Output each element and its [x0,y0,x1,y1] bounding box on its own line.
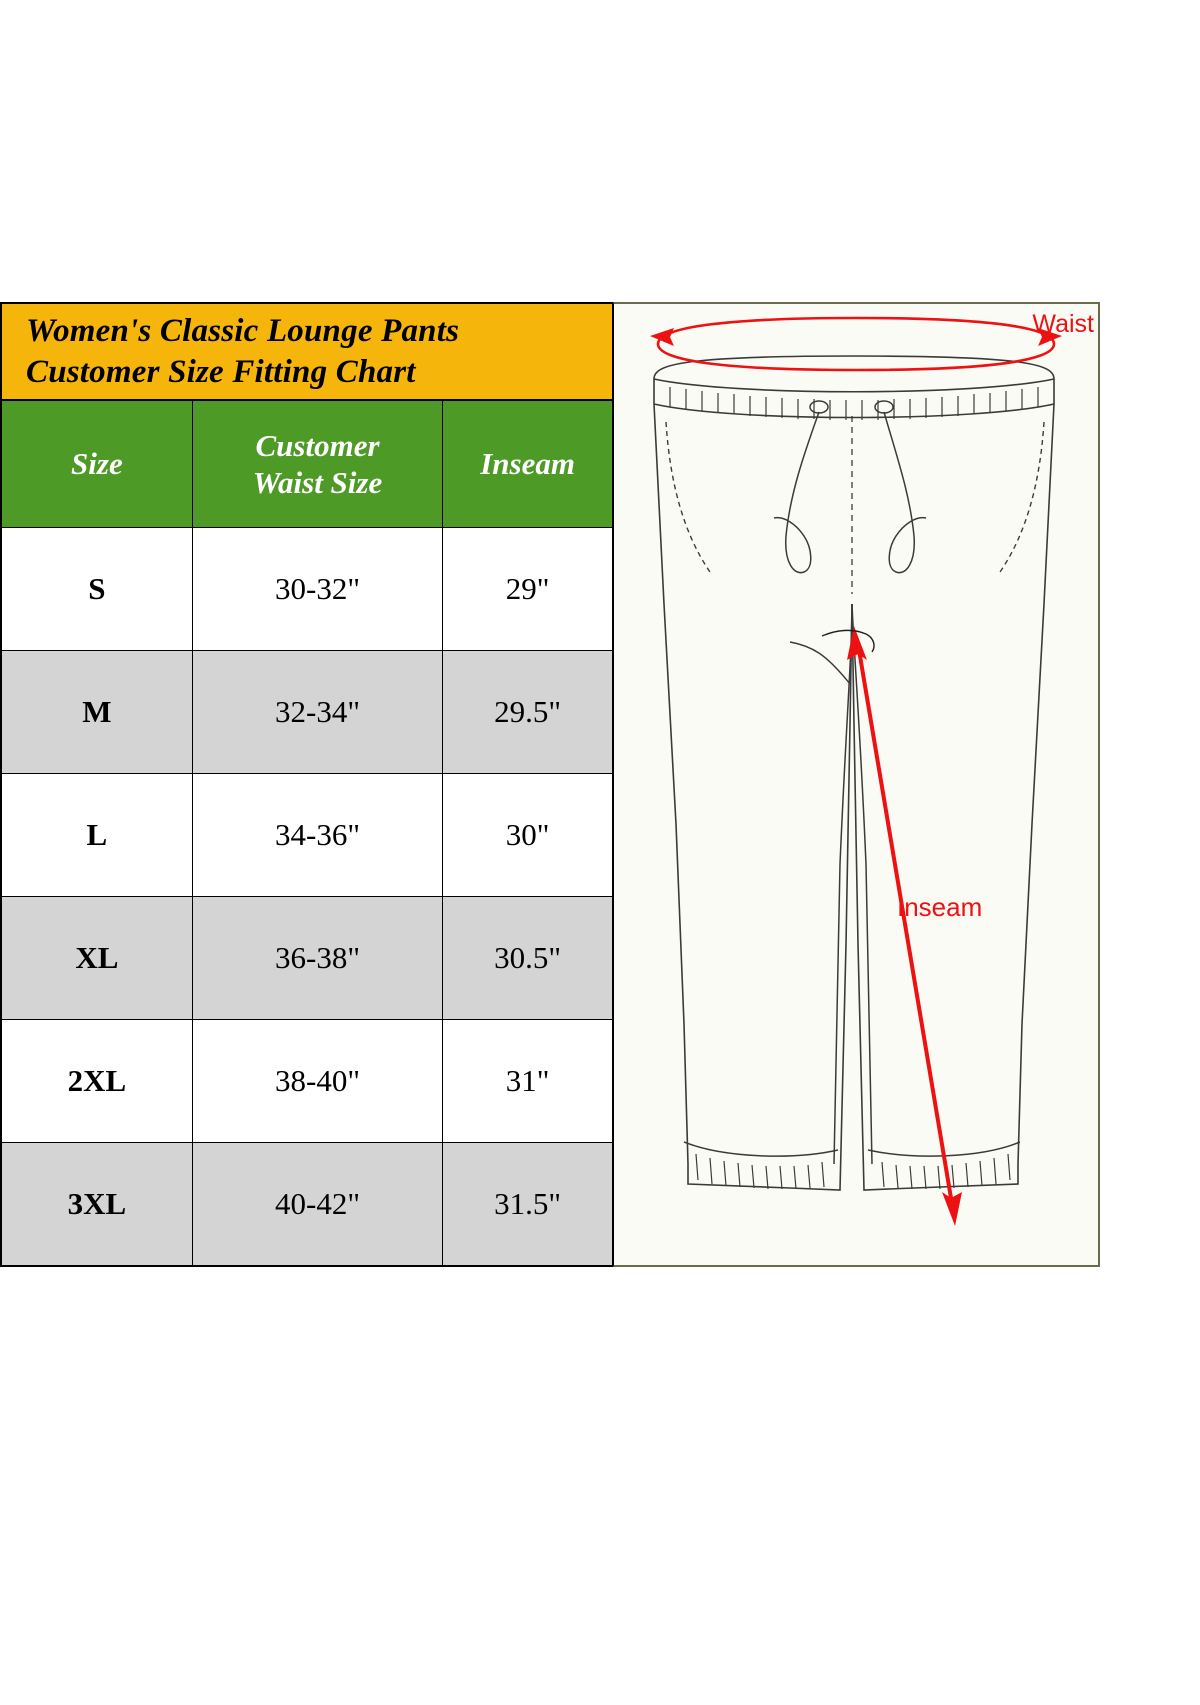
cell-inseam: 31.5" [443,1143,612,1266]
cell-size: M [2,651,192,774]
cell-inseam: 31" [443,1020,612,1143]
cell-inseam: 29" [443,528,612,651]
chart-title-line-1: Women's Classic Lounge Pants [26,313,460,350]
size-fitting-chart [0,302,1100,1267]
chart-title-line-2: Customer Size Fitting Chart [26,353,416,390]
table-row [2,651,612,774]
cell-waist: 32-34" [192,651,442,774]
cell-size: L [2,774,192,897]
waist-annotation-label: Waist [1032,310,1094,338]
cell-size: 2XL [2,1020,192,1143]
column-header-waist-line-1: Customer [255,427,380,463]
inseam-annotation-label: Inseam [897,892,983,922]
size-table [2,401,612,1265]
cell-waist: 30-32" [192,528,442,651]
cell-inseam: 30.5" [443,897,612,1020]
pants-illustration-panel [613,302,1100,1267]
chart-title [2,304,612,401]
table-row [2,1143,612,1266]
column-header-size-label: Size [71,446,123,482]
cell-size: XL [2,897,192,1020]
table-row [2,897,612,1020]
pants-line-drawing-icon [614,304,1100,1267]
column-header-size [2,401,192,528]
table-row [2,774,612,897]
column-header-inseam [443,401,612,528]
table-header-row [2,401,612,528]
size-table-panel [0,302,613,1267]
cell-waist: 36-38" [192,897,442,1020]
table-row [2,528,612,651]
column-header-waist [192,401,442,528]
column-header-waist-line-2: Waist Size [252,465,383,500]
cell-inseam: 30" [443,774,612,897]
column-header-inseam-label: Inseam [480,446,575,482]
cell-size: S [2,528,192,651]
cell-waist: 40-42" [192,1143,442,1266]
cell-waist: 34-36" [192,774,442,897]
table-row [2,1020,612,1143]
cell-inseam: 29.5" [443,651,612,774]
cell-size: 3XL [2,1143,192,1266]
cell-waist: 38-40" [192,1020,442,1143]
